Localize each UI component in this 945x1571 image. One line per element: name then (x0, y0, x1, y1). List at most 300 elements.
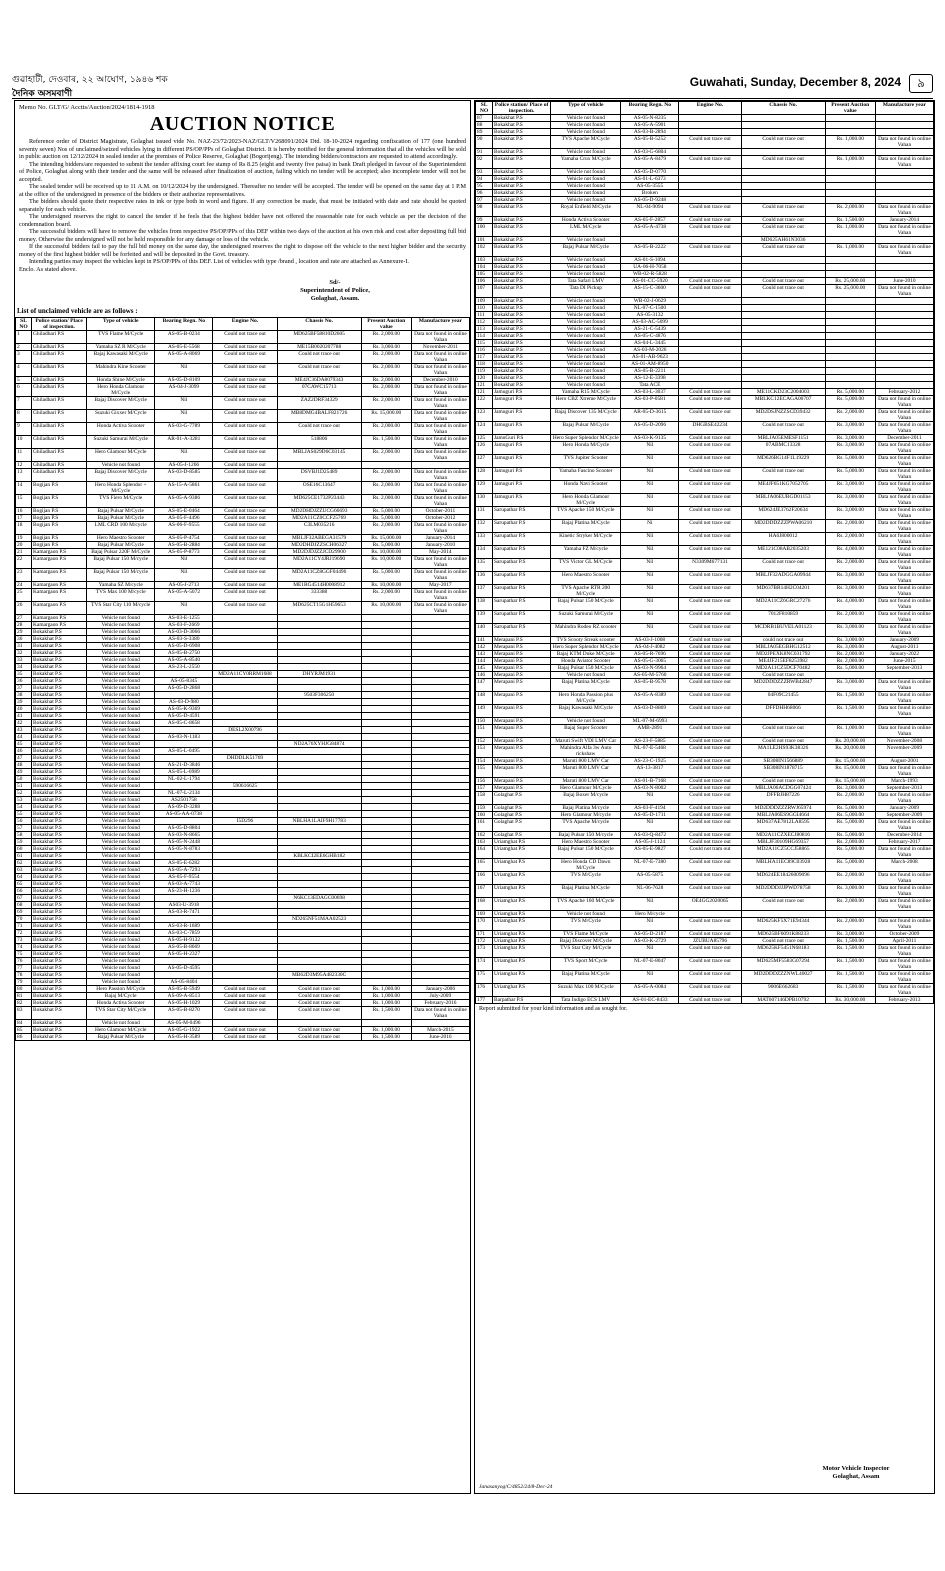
table-cell: Data not found in online Vahan (875, 846, 933, 859)
table-cell: Bokakhat P.S (493, 382, 551, 389)
table-cell: Could not trace out (213, 384, 277, 397)
table-cell: 162 (476, 832, 493, 839)
table-cell: Rs. 3,000.00 (825, 507, 875, 520)
table-cell: Could not trace out (277, 993, 361, 1000)
table-cell (213, 1020, 277, 1027)
table-cell: Vehicle not found (87, 846, 155, 853)
table-cell: Rs. 15,000.00 (825, 758, 875, 765)
table-cell: Data not found in online Vahan (875, 224, 933, 237)
table-row (476, 389, 934, 396)
table-cell: Could not trace out (679, 832, 741, 839)
table-cell: Data not found in online Vahan (411, 449, 469, 462)
table-cell: Bokakhat P.S (493, 149, 551, 156)
table-cell (277, 1020, 361, 1027)
table-cell: Could not trace out (679, 637, 741, 644)
table-cell: Bokakhat P.S (493, 129, 551, 136)
table-row (16, 804, 470, 811)
table-cell: Could not trace out (679, 598, 741, 611)
table-cell (741, 190, 825, 197)
table-cell: Hero Super Splendor M/Cycle (551, 644, 621, 651)
table-cell: Data not found in online Vahan (411, 602, 469, 615)
table-cell: AS-05-F-4496 (155, 515, 213, 522)
table-cell: Vehicle not found (551, 333, 621, 340)
table-row (476, 533, 934, 546)
table-cell: Bokakhat P.S (32, 685, 87, 692)
table-cell (277, 657, 361, 664)
table-cell (213, 888, 277, 895)
table-cell: AS-05-D-6908 (155, 643, 213, 650)
table-cell: Bokakhat P.S (32, 762, 87, 769)
table-cell: Uriamghat P.S (493, 971, 551, 984)
table-cell: 99 (476, 217, 493, 224)
table-cell: Vehicle not found (87, 790, 155, 797)
table-cell: Bokakhat P.S (32, 643, 87, 650)
table-cell: ME11CKD23C2004003 (741, 389, 825, 396)
table-cell: October-2011 (411, 508, 469, 515)
table-cell: Vehicle not found (551, 197, 621, 204)
table-cell: Bajaj Pulsar 150 M/cycle (551, 832, 621, 839)
table-cell: Could not trace out (679, 156, 741, 169)
table-cell (411, 762, 469, 769)
table-cell: Rs. 1,500.00 (361, 1034, 411, 1041)
table-cell (679, 382, 741, 389)
table-cell: Rs. 5,000.00 (361, 515, 411, 522)
table-cell: Rs. 5,000.00 (825, 819, 875, 832)
table-row (16, 734, 470, 741)
table-cell (679, 375, 741, 382)
table-row (16, 727, 470, 734)
table-row (476, 409, 934, 422)
table-row (476, 792, 934, 805)
table-cell: Could not trace out (741, 136, 825, 149)
table-cell (213, 874, 277, 881)
table-cell: Vehicle not found (551, 190, 621, 197)
table-cell: 145 (476, 665, 493, 672)
table-cell: Yamaha R15 M/Cycle (551, 389, 621, 396)
table-cell: Rs. 2,000.00 (361, 469, 411, 482)
table-cell: 92 (476, 156, 493, 169)
table-cell: Could not trace out (679, 244, 741, 257)
table-cell (411, 909, 469, 916)
table-cell (741, 326, 825, 333)
table-cell: Bokakhat P.S (32, 909, 87, 916)
table-cell: AS-03-N-1183 (155, 734, 213, 741)
table-cell: Bajaj Boxer M/cycle (551, 792, 621, 805)
table-cell (411, 944, 469, 951)
table-cell (277, 951, 361, 958)
table-cell: 134 (476, 546, 493, 559)
table-cell: 23 (16, 569, 32, 582)
table-cell (361, 720, 411, 727)
table-cell: AS-05-J-2713 (155, 582, 213, 589)
table-cell: 104 (476, 264, 493, 271)
table-cell: Vehicle not found (87, 706, 155, 713)
table-row (16, 331, 470, 344)
table-row (476, 183, 934, 190)
table-cell: Vehicle not found (87, 727, 155, 734)
table-cell (411, 888, 469, 895)
table-cell: Bokakhat P.S (32, 692, 87, 699)
table-cell: 24 (16, 582, 32, 589)
table-cell (411, 867, 469, 874)
table-cell: Bokakhat P.S (32, 986, 87, 993)
table-cell: Nil (621, 442, 679, 455)
table-cell: Vehicle not found (87, 650, 155, 657)
table-cell: Rs. 1,000.00 (361, 1027, 411, 1034)
notice-paragraph: Intending parties may inspect the vehicles kept in PS/OP/PPs of this DEF. List of vehicles with type /brand , location and rate are attached as Annexure-I. (29, 258, 409, 265)
table-cell: Rs. 2,000.00 (361, 351, 411, 364)
table-cell: Data not found in online Vahan (875, 136, 933, 149)
table-cell (361, 874, 411, 881)
table-cell: Yamaha SZ R M/Cycle (87, 344, 155, 351)
table-cell: Ghiladhari P.S (32, 449, 87, 462)
table-cell (411, 1020, 469, 1027)
table-cell: AS-05-F-9554 (155, 874, 213, 881)
table-cell: Vehicle not found (87, 874, 155, 881)
table-cell (213, 944, 277, 951)
table-cell: Hero Honda CD Dawn M/Cycle (551, 859, 621, 872)
table-row (16, 377, 470, 384)
table-cell: Merapani P.S (493, 785, 551, 792)
table-cell: Could not trace out (741, 468, 825, 481)
table-cell (875, 375, 933, 382)
table-cell: Rs. 2,000.00 (825, 204, 875, 217)
table-cell: TVS Apache RTR 200 M/Cycle (551, 585, 621, 598)
table-cell (155, 895, 213, 902)
table-cell: 53 (16, 797, 32, 804)
table-cell: Jamuguri P.S (493, 468, 551, 481)
table-cell: 101 (476, 237, 493, 244)
table-cell: MD624JE3762F20634 (741, 507, 825, 520)
table-cell: 98 (476, 204, 493, 217)
table-cell: 25 (16, 589, 32, 602)
table-cell: Vehicle not found (87, 734, 155, 741)
table-cell: Rs. 10,000.00 (361, 549, 411, 556)
table-cell (411, 853, 469, 860)
table-cell: AS-05-A-4738 (621, 224, 679, 237)
table-cell: Data not found in online Vahan (411, 384, 469, 397)
table-cell: Vehicle not found (551, 271, 621, 278)
table-cell: Bajaj Pulsar M/Cycle (87, 508, 155, 515)
table-cell: Sarupathar P.S (493, 546, 551, 559)
table-cell: Hero Honda Glamour M/Cycle (87, 384, 155, 397)
table-row (16, 482, 470, 495)
table-cell: January-2014 (875, 217, 933, 224)
table-cell: Could not trace out (679, 778, 741, 785)
table-cell: Sarupathar P.S (493, 598, 551, 611)
table-cell: AS-01-AM-8950 (621, 361, 679, 368)
table-cell: Could not trace out (213, 549, 277, 556)
table-cell (277, 846, 361, 853)
table-cell (741, 197, 825, 204)
table-cell: 163 (476, 839, 493, 846)
table-cell: Data not found in online Vahan (875, 725, 933, 738)
table-cell: AS-03-F-2669 (155, 622, 213, 629)
table-cell: Could not trace out (679, 409, 741, 422)
table-cell: Could not trace out (741, 285, 825, 298)
table-cell: Bokakhat P.S (493, 176, 551, 183)
table-cell: Data not found in online Vahan (875, 422, 933, 435)
table-cell (875, 264, 933, 271)
table-cell (679, 305, 741, 312)
column-header: Type of vehicle (87, 318, 155, 331)
table-cell (411, 622, 469, 629)
table-cell: 87 (476, 115, 493, 122)
table-cell (679, 298, 741, 305)
table-cell: Could not trace out (277, 1027, 361, 1034)
table-cell: MB8DMG4BALF821726 (277, 410, 361, 423)
table-cell (361, 671, 411, 678)
table-cell: 27 (16, 615, 32, 622)
table-cell: Rs. 5,000.00 (361, 569, 411, 582)
table-cell: 26 (16, 602, 32, 615)
table-cell: Rs. 2,000.00 (825, 792, 875, 805)
table-row (16, 748, 470, 755)
table-cell (213, 636, 277, 643)
table-cell: Data not found in online Vahan (875, 396, 933, 409)
table-cell: Vehicle not found (551, 340, 621, 347)
column-header: Manufacture year (875, 102, 933, 115)
table-cell (361, 699, 411, 706)
table-row (16, 853, 470, 860)
table-cell: I5D296 (213, 818, 277, 825)
table-cell (411, 811, 469, 818)
table-cell: 122 (476, 396, 493, 409)
table-cell: Rs. 15,000.00 (361, 535, 411, 542)
table-cell: Could not trace out (679, 945, 741, 958)
table-cell: NL-02-L-1794 (155, 776, 213, 783)
table-cell (213, 909, 277, 916)
table-cell: AS-03-F-4194 (621, 805, 679, 812)
table-cell: Vehicle not found (87, 804, 155, 811)
table-cell: Bokakhat P.S (493, 244, 551, 257)
table-cell: AS-03-N-9964 (621, 665, 679, 672)
table-cell: Golaghat P.S (493, 805, 551, 812)
table-row (476, 129, 934, 136)
table-cell: Bokakhat P.S (493, 326, 551, 333)
table-cell: Bokakhat P.S (493, 333, 551, 340)
table-cell: AS-05-H-2327 (155, 951, 213, 958)
table-cell: 79 (16, 979, 32, 986)
table-cell: Vehicle not found (87, 979, 155, 986)
table-cell (679, 257, 741, 264)
table-cell: AS-05-D-8804 (155, 825, 213, 832)
table-cell: Could not trace out (679, 278, 741, 285)
table-row (16, 972, 470, 979)
table-cell: Hero Maestro Scooter (551, 572, 621, 585)
table-cell: MD625KF5X71E94344 (741, 918, 825, 931)
mvi-signature (786, 1465, 926, 1481)
table-cell: Could not trace out (679, 679, 741, 692)
table-cell (213, 706, 277, 713)
table-cell: Bajaj Discover 135 M/Cycle (551, 409, 621, 422)
table-cell (679, 183, 741, 190)
table-cell: Nil (621, 585, 679, 598)
table-cell: MB62D3M95A482330C (277, 972, 361, 979)
table-cell: Ghiladhari P.S (32, 351, 87, 364)
table-cell: NL-04-9094 (621, 204, 679, 217)
table-cell: Bokakhat P.S (493, 122, 551, 129)
column-header: Police station/ Place of inspection. (32, 318, 87, 331)
table-cell: MD2DDDJJJPWD78758 (741, 885, 825, 898)
table-cell (741, 183, 825, 190)
masthead-date-assamese: গুৱাহাটী, দেওবাৰ, ২২ আঘোণ, ১৯৪৬ শক (12, 75, 168, 85)
table-cell (875, 911, 933, 918)
table-cell: Suzuki Samurai M/Cycle (87, 436, 155, 449)
right-column (474, 100, 935, 1494)
table-cell: Vehicle not found (87, 685, 155, 692)
table-cell: Bokakhat P.S (32, 636, 87, 643)
table-cell: Could not trace out (741, 778, 825, 785)
table-cell: Bokakhat P.S (32, 797, 87, 804)
table-cell (277, 930, 361, 937)
table-row (16, 622, 470, 629)
table-cell: ME121C08AB2035203 (741, 546, 825, 559)
table-cell: 44 (16, 734, 32, 741)
table-cell (825, 169, 875, 176)
table-cell: 117 (476, 354, 493, 361)
table-row (16, 846, 470, 853)
table-cell: HA6J800012 (741, 533, 825, 546)
table-cell: Uriamghat P.S (493, 945, 551, 958)
table-row (16, 874, 470, 881)
table-cell: MD2DDDZZZNWL40027 (741, 971, 825, 984)
column-header: Bearing Regn. No (621, 102, 679, 115)
table-cell: JamuGuri P.S (493, 435, 551, 442)
table-cell: Sarupathar P.S (493, 572, 551, 585)
table-cell: Bokakhat P.S (493, 305, 551, 312)
table-cell (411, 951, 469, 958)
table-row (476, 361, 934, 368)
table-cell: Vehicle not found (87, 692, 155, 699)
table-cell: Bokakhat P.S (32, 853, 87, 860)
table-cell: Bokakhat P.S (32, 650, 87, 657)
table-cell: February-2016 (411, 1000, 469, 1007)
table-row (476, 738, 934, 745)
vehicle-table-left (15, 317, 470, 1041)
table-cell (361, 825, 411, 832)
table-cell: 170 (476, 918, 493, 931)
table-cell: Bokakhat P.S (493, 204, 551, 217)
table-cell: Nil (155, 364, 213, 377)
table-cell (411, 825, 469, 832)
column-header: Chassis No. (277, 318, 361, 331)
table-cell: Jamuguri P.S (493, 494, 551, 507)
table-cell: Bokakhat P.S (32, 706, 87, 713)
table-cell (411, 958, 469, 965)
table-cell: 132 (476, 520, 493, 533)
table-row (16, 436, 470, 449)
table-cell: 22 (16, 556, 32, 569)
table-cell: 91 (476, 149, 493, 156)
table-cell: Could not trace out (679, 765, 741, 778)
table-cell: Bogijan P.S (32, 508, 87, 515)
table-cell: AS-03-G-6804 (621, 149, 679, 156)
table-cell: 45 (16, 741, 32, 748)
table-cell: Bajaj Pulsar 150 M/Cycle (551, 846, 621, 859)
table-cell: Hero Glamour M/cycle (551, 812, 621, 819)
table-cell: Bajaj Kawasaki M/Cycle (551, 705, 621, 718)
table-cell (825, 319, 875, 326)
table-cell: Vehicle not found (87, 748, 155, 755)
table-cell (741, 129, 825, 136)
table-cell: AS-05-H-3589 (155, 1034, 213, 1041)
table-cell: Vehicle not found (551, 183, 621, 190)
table-cell: Bokakhat P.S (32, 867, 87, 874)
table-cell: Could not trace out (277, 351, 361, 364)
table-cell: Bogijan P.S (32, 495, 87, 508)
table-cell: Could not trace out (213, 1034, 277, 1041)
table-row (16, 769, 470, 776)
table-cell: Bokakhat P.S (32, 1007, 87, 1020)
table-row (476, 422, 934, 435)
table-cell: Bokakhat P.S (32, 734, 87, 741)
table-cell: ND265NF51MAA02523 (277, 916, 361, 923)
table-cell: AS-09-A-8513 (155, 993, 213, 1000)
table-cell: Could not trace out (679, 859, 741, 872)
table-cell (679, 312, 741, 319)
table-cell: Rs. 2,000.00 (361, 482, 411, 495)
table-cell: Bajaj Pulsar M/Cycle (87, 1034, 155, 1041)
table-cell: TVS Star City 110 M/cycle (87, 602, 155, 615)
table-cell: Data not found in online Vahan (875, 792, 933, 805)
table-cell: 128 (476, 468, 493, 481)
table-cell: AS-05-A-5072 (155, 589, 213, 602)
table-cell (875, 340, 933, 347)
table-cell: Could not trace out (277, 986, 361, 993)
table-cell: Vehicle not found (551, 672, 621, 679)
table-cell: 5 (16, 377, 32, 384)
table-cell: 43 (16, 727, 32, 734)
table-row (16, 832, 470, 839)
table-cell: 131 (476, 507, 493, 520)
table-cell: 71 (16, 923, 32, 930)
table-cell: AS-05-L-0495 (155, 748, 213, 755)
table-cell: Could not trace out (741, 224, 825, 237)
table-cell: 144 (476, 658, 493, 665)
table-cell: 518806 (277, 436, 361, 449)
table-cell (277, 888, 361, 895)
table-cell (277, 881, 361, 888)
table-cell: Bokakhat P.S (32, 825, 87, 832)
table-cell: Nil (621, 455, 679, 468)
table-cell: 69 (16, 909, 32, 916)
table-row (16, 643, 470, 650)
table-cell: AS-21-D-3846 (155, 762, 213, 769)
table-cell (361, 937, 411, 944)
table-cell (411, 979, 469, 986)
table-row (16, 650, 470, 657)
table-cell: Bajaj Pulsar M/Cycle (551, 244, 621, 257)
table-cell: Bokakhat P.S (32, 783, 87, 790)
table-cell (741, 271, 825, 278)
table-cell: Data not found in online Vahan (411, 469, 469, 482)
table-cell: Bokakhat P.S (32, 937, 87, 944)
table-cell: Nil (155, 556, 213, 569)
table-cell: Rs. 25,000.00 (825, 285, 875, 298)
table-cell: Data not found in online Vahan (875, 958, 933, 971)
table-cell: AS-03-AC-5099 (621, 319, 679, 326)
table-row (476, 326, 934, 333)
table-cell: 174 (476, 958, 493, 971)
table-cell: Bokakhat P.S (493, 354, 551, 361)
table-cell: Rs. 3,000.00 (825, 494, 875, 507)
table-cell: ZAZ2DRF34329 (277, 397, 361, 410)
table-cell (361, 895, 411, 902)
table-cell: Bokakhat P.S (32, 699, 87, 706)
table-cell: AS-05-K-9369 (155, 706, 213, 713)
table-cell: 137 (476, 585, 493, 598)
